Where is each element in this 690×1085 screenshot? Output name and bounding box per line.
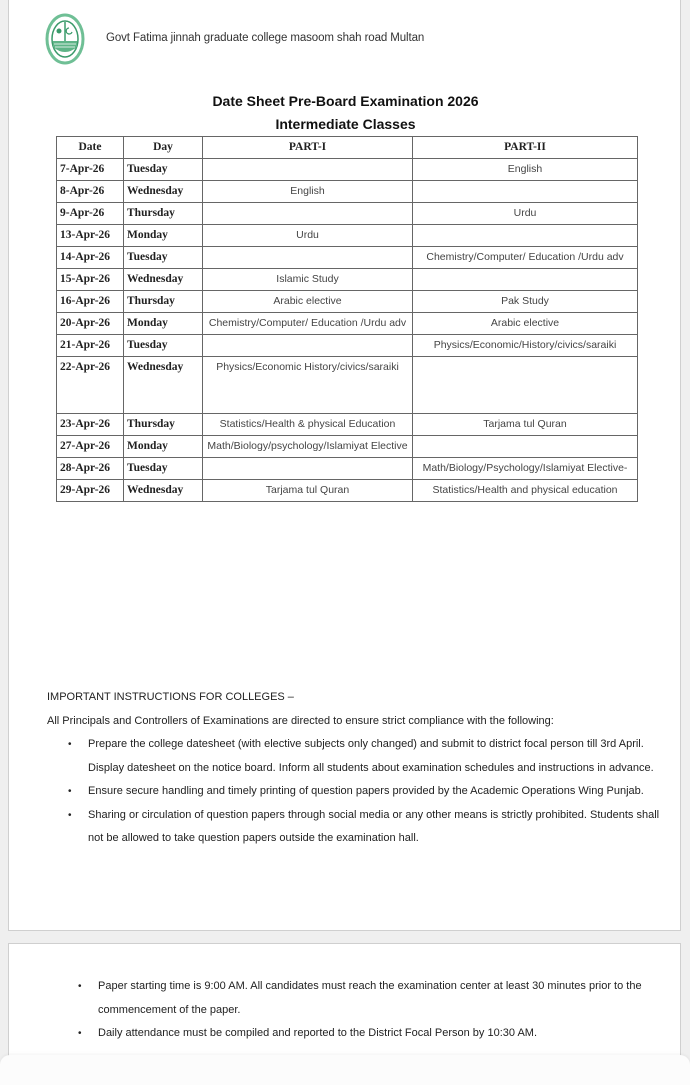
part2-cell	[413, 357, 638, 414]
day-cell: Tuesday	[124, 335, 203, 357]
date-cell: 27-Apr-26	[57, 436, 124, 458]
day-cell: Monday	[124, 436, 203, 458]
college-crest-icon	[45, 13, 85, 65]
instructions-heading: IMPORTANT INSTRUCTIONS FOR COLLEGES –	[47, 691, 294, 703]
date-cell: 9-Apr-26	[57, 203, 124, 225]
instructions-list	[47, 733, 667, 851]
part2-cell	[413, 181, 638, 203]
instruction-item: • Prepare the college datesheet (with elective subjects only changed) and submit to district focal person till 3rd April. Display datesheet on the notice board. Inform all students about examination schedules and instructions in advance.	[88, 733, 667, 780]
table-row	[57, 335, 638, 357]
instruction-item: • Sharing or circulation of question papers through social media or any other means is strictly prohibited. Students shall not be allowed to take question papers outside the examination hall.	[88, 804, 667, 851]
part1-cell: Math/Biology/psychology/Islamiyat Elective	[203, 436, 413, 458]
bottom-sheet-overlay[interactable]	[0, 1055, 690, 1085]
document-subtitle: Intermediate Classes	[275, 116, 416, 132]
date-cell: 16-Apr-26	[57, 291, 124, 313]
date-cell: 13-Apr-26	[57, 225, 124, 247]
part1-cell: Statistics/Health & physical Education	[203, 414, 413, 436]
part2-cell	[413, 225, 638, 247]
table-row	[57, 480, 638, 502]
part1-cell	[203, 247, 413, 269]
instruction-item: • Paper starting time is 9:00 AM. All candidates must reach the examination center at least 30 minutes prior to the commencement of the paper.	[98, 975, 678, 1022]
day-cell: Thursday	[124, 203, 203, 225]
date-cell: 28-Apr-26	[57, 458, 124, 480]
day-cell: Wednesday	[124, 357, 203, 414]
part1-cell	[203, 203, 413, 225]
table-row	[57, 291, 638, 313]
part1-cell: Physics/Economic History/civics/saraiki	[203, 357, 413, 414]
instruction-item: • Ensure secure handling and timely printing of question papers provided by the Academic Operations Wing Punjab.	[88, 780, 667, 804]
part2-cell	[413, 269, 638, 291]
table-header-row	[57, 137, 638, 159]
college-name: Govt Fatima jinnah graduate college masoom shah road Multan	[106, 32, 425, 44]
day-cell: Tuesday	[124, 458, 203, 480]
part2-cell: English	[413, 159, 638, 181]
part2-cell: Tarjama tul Quran	[413, 414, 638, 436]
date-cell: 14-Apr-26	[57, 247, 124, 269]
table-row	[57, 181, 638, 203]
date-cell: 20-Apr-26	[57, 313, 124, 335]
date-cell: 21-Apr-26	[57, 335, 124, 357]
date-cell: 22-Apr-26	[57, 357, 124, 414]
date-cell: 8-Apr-26	[57, 181, 124, 203]
part2-cell: Statistics/Health and physical education	[413, 480, 638, 502]
document-page-1	[8, 0, 681, 931]
day-cell: Thursday	[124, 291, 203, 313]
day-cell: Thursday	[124, 414, 203, 436]
day-cell: Tuesday	[124, 159, 203, 181]
day-cell: Wednesday	[124, 181, 203, 203]
day-cell: Tuesday	[124, 247, 203, 269]
day-cell: Monday	[124, 225, 203, 247]
instructions-list-continued	[77, 975, 678, 1046]
part1-cell	[203, 335, 413, 357]
part1-cell: English	[203, 181, 413, 203]
date-cell: 15-Apr-26	[57, 269, 124, 291]
part1-cell: Chemistry/Computer/ Education /Urdu adv	[203, 313, 413, 335]
document-title: Date Sheet Pre-Board Examination 2026	[212, 93, 479, 109]
part2-cell: Physics/Economic/History/civics/saraiki	[413, 335, 638, 357]
part1-cell: Arabic elective	[203, 291, 413, 313]
table-row	[57, 436, 638, 458]
instructions-section	[47, 686, 667, 851]
instruction-item: • Daily attendance must be compiled and reported to the District Focal Person by 10:30 AM.	[98, 1022, 678, 1046]
table-row	[57, 458, 638, 480]
table-row	[57, 357, 638, 414]
date-cell: 7-Apr-26	[57, 159, 124, 181]
table-row	[57, 313, 638, 335]
part2-cell: Math/Biology/Psychology/Islamiyat Elective-	[413, 458, 638, 480]
part1-cell: Tarjama tul Quran	[203, 480, 413, 502]
day-cell: Wednesday	[124, 269, 203, 291]
part2-cell: Pak Study	[413, 291, 638, 313]
day-cell: Monday	[124, 313, 203, 335]
part2-cell: Chemistry/Computer/ Education /Urdu adv	[413, 247, 638, 269]
table-row	[57, 203, 638, 225]
part2-cell: Urdu	[413, 203, 638, 225]
table-row	[57, 225, 638, 247]
part2-cell: Arabic elective	[413, 313, 638, 335]
part1-cell	[203, 159, 413, 181]
date-cell: 29-Apr-26	[57, 480, 124, 502]
table-row	[57, 269, 638, 291]
table-row	[57, 414, 638, 436]
day-cell: Wednesday	[124, 480, 203, 502]
table-row	[57, 247, 638, 269]
part1-cell: Islamic Study	[203, 269, 413, 291]
column-header-part1: PART-I	[203, 137, 413, 159]
column-header-part2: PART-II	[413, 137, 638, 159]
part1-cell: Urdu	[203, 225, 413, 247]
table-row	[57, 159, 638, 181]
column-header-date: Date	[57, 137, 124, 159]
date-cell: 23-Apr-26	[57, 414, 124, 436]
part2-cell	[413, 436, 638, 458]
column-header-day: Day	[124, 137, 203, 159]
part1-cell	[203, 458, 413, 480]
date-sheet-table	[56, 136, 638, 502]
instructions-intro: All Principals and Controllers of Examinations are directed to ensure strict compliance with the following:	[47, 714, 554, 727]
